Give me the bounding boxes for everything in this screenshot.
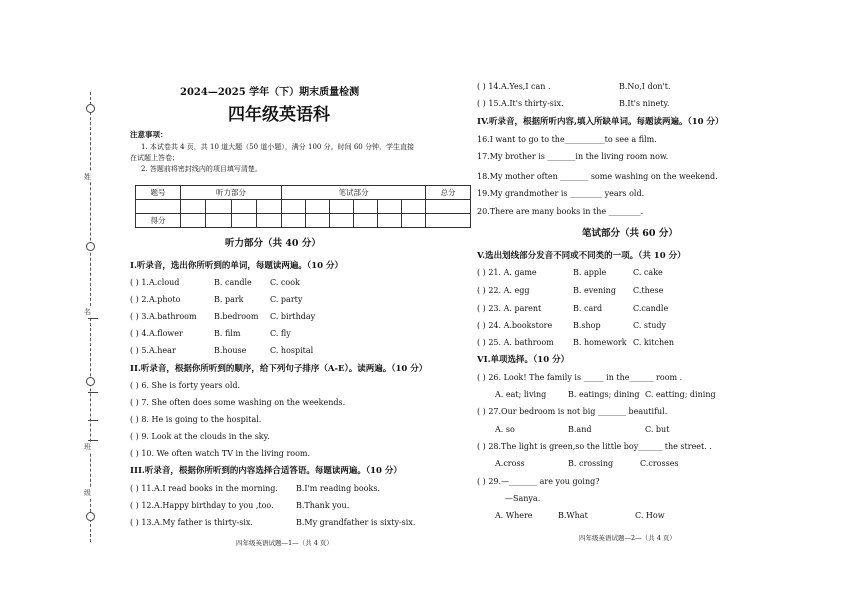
q23-a: ( ) 23. A. parent — [477, 304, 542, 313]
q9: ( ) 9. Look at the clouds in the sky. — [130, 432, 270, 441]
q23-c: C.candle — [633, 304, 669, 313]
q6: ( ) 6. She is forty years old. — [130, 381, 241, 390]
q2-a: ( ) 2.A.photo — [130, 295, 181, 304]
q24-a: ( ) 24. A.bookstore — [477, 321, 553, 330]
binding-label-2: 名 — [84, 308, 91, 316]
q25-a: ( ) 25. A. bathroom — [477, 338, 554, 347]
q28-opt-b: B. crossing — [568, 459, 614, 468]
score-total: 总分 — [426, 186, 471, 200]
section-5-title: V.选出划线部分发音不同或不同类的一项。（共 10 分） — [477, 251, 686, 261]
q17: 17.My brother is _______in the living room now. — [477, 152, 669, 161]
q10: ( ) 10. We often watch TV in the living room. — [130, 449, 311, 458]
q12-a: ( ) 12.A.Happy birthday to you ,too. — [130, 501, 274, 510]
q26: ( ) 26. Look! The family is _____ in the______ room . — [477, 373, 683, 382]
section-4-title: IV.听录音，根据所听内容,填入所缺单词。每题读两遍。（10 分） — [477, 117, 724, 127]
q27: ( ) 27.Our bedroom is not big _______ beautiful. — [477, 407, 668, 416]
q1-a: ( ) 1.A.cloud — [130, 278, 180, 287]
q21-c: C. cake — [633, 268, 663, 277]
q2-b: B. park — [214, 295, 244, 304]
q4-b: B. film — [214, 329, 241, 338]
q5-a: ( ) 5.A.hear — [130, 346, 176, 355]
section-6-title: VI.单项选择。（10 分） — [477, 355, 570, 365]
q22-c: C.these — [633, 286, 664, 295]
q26-opt-c: C. eatting; dining — [645, 390, 716, 399]
q27-opt-c: C. but — [645, 425, 670, 434]
q27-opt-a: A. so — [495, 425, 515, 434]
q29-opt-c: C. How — [635, 511, 665, 520]
q20: 20.There are many books in the ________. — [477, 207, 644, 216]
score-row-label-2 — [136, 200, 181, 214]
q25-c: C. kitchen — [633, 338, 675, 347]
q19: 19.My grandmother is ________ years old. — [477, 189, 645, 198]
q24-b: B.shop — [573, 321, 601, 330]
q25-b: B. homework — [573, 338, 627, 347]
binding-line — [84, 92, 96, 542]
q26-opt-b: B. eatings; dining — [568, 390, 640, 399]
footer-right: 四年级英语试题—2—（共 4 页） — [579, 534, 676, 542]
score-row-2-label: 得分 — [136, 214, 181, 228]
exam-year-title: 2024—2025 学年（下）期末质量检测 — [180, 87, 360, 98]
score-table — [135, 185, 471, 228]
q28: ( ) 28.The light is green,so the little boy______ the street. . — [477, 442, 712, 451]
q27-opt-b: B.and — [568, 425, 592, 434]
binding-label-4: 级 — [84, 489, 91, 497]
q8: ( ) 8. He is going to the hospital. — [130, 415, 262, 424]
q13-a: ( ) 13.A.My father is thirty-six. — [130, 518, 253, 527]
written-heading: 笔试部分（共 60 分） — [582, 228, 678, 239]
q24-c: C. study — [633, 321, 667, 330]
q11-a: ( ) 11.A.I read books in the morning. — [130, 484, 278, 493]
q29: ( ) 29.—_______ are you going? — [477, 477, 600, 486]
q4-a: ( ) 4.A.flower — [130, 329, 183, 338]
q15-b: B.It's ninety. — [619, 99, 670, 108]
score-row-label: 题号 — [136, 186, 181, 200]
q28-opt-c: C.crosses — [640, 459, 679, 468]
q3-c: C. birthday — [270, 312, 316, 321]
q3-b: B.bedroom — [214, 312, 259, 321]
q1-c: C. cook — [270, 278, 300, 287]
q5-c: C. hospital — [270, 346, 314, 355]
q2-c: C. party — [270, 295, 303, 304]
q22-b: B. evening — [573, 286, 616, 295]
q22-a: ( ) 22. A. egg — [477, 286, 530, 295]
q28-opt-a: A.cross — [495, 459, 525, 468]
q29-opt-a: A. Where — [495, 511, 533, 520]
q14-b: B.No,I don't. — [619, 82, 671, 91]
q21-a: ( ) 21. A. game — [477, 268, 537, 277]
footer-left: 四年级英语试题—1—（共 4 页） — [236, 539, 333, 547]
score-written: 笔试部分 — [282, 186, 426, 200]
q12-b: B.Thank you. — [296, 501, 350, 510]
q18: 18.My mother often _______ some washing on the weekend. — [477, 172, 718, 181]
q23-b: B. card — [573, 304, 603, 313]
q13-b: B.My grandfather is sixty-six. — [296, 518, 416, 527]
notice-line-1: 1. 本试卷共 4 页，共 10 道大题（50 道小题），满分 100 分。时间 60 分钟，学生直接 — [141, 143, 414, 151]
q3-a: ( ) 3.A.bathroom — [130, 312, 197, 321]
q5-b: B.house — [214, 346, 247, 355]
q7: ( ) 7. She often does some washing on the weekends. — [130, 398, 346, 407]
q26-opt-a: A. eat; living — [495, 390, 547, 399]
q29-reply: —Sanya. — [505, 494, 541, 503]
section-1-title: I.听录音，选出你所听到的单词，每题读两遍。（10 分） — [130, 261, 343, 271]
binding-label-3: 班 — [84, 443, 91, 451]
section-2-title: II.听录音，根据你所听到的顺序，给下列句子排序（A-E）。读两遍。（10 分） — [130, 364, 428, 374]
exam-subject-title: 四年级英语科 — [228, 105, 330, 125]
notice-line-2: 2. 答题前将密封线内的项目填写清楚。 — [141, 165, 262, 173]
q16: 16.I want to go to the__________to see a film. — [477, 135, 657, 144]
q14-a: ( ) 14.A.Yes,I can . — [477, 82, 551, 91]
binding-label-1: 姓 — [84, 173, 91, 181]
score-listening: 听力部分 — [181, 186, 282, 200]
q4-c: C. fly — [270, 329, 291, 338]
q21-b: B. apple — [573, 268, 607, 277]
q15-a: ( ) 15.A.It's thirty-six. — [477, 99, 564, 108]
q1-b: B. candle — [214, 278, 252, 287]
q29-opt-b: B.What — [558, 511, 588, 520]
listening-heading: 听力部分（共 40 分） — [225, 238, 321, 249]
q11-b: B.I'm reading books. — [296, 484, 380, 493]
section-3-title: III.听录音，根据你所听到的内容选择合适答语。每题读两遍。（10 分） — [130, 466, 402, 476]
notice-line-1b: 在试题上答卷； — [130, 154, 179, 162]
notice-heading: 注意事项： — [130, 130, 168, 139]
